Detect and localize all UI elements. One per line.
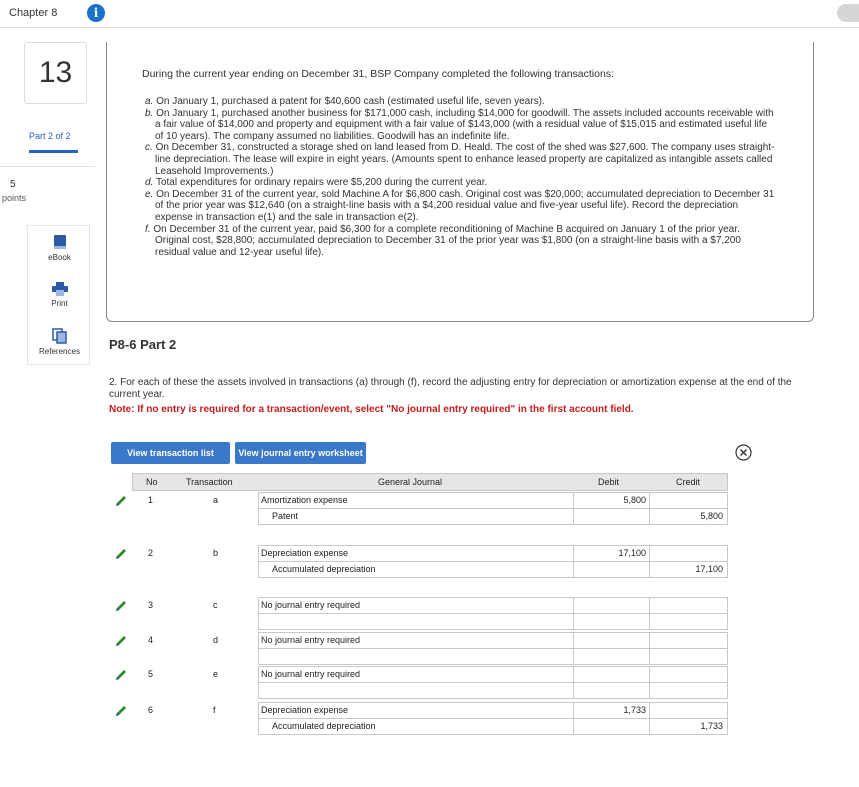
- debit-amount-field[interactable]: [573, 682, 651, 699]
- part-progress-bar: [29, 150, 78, 153]
- header-transaction: Transaction: [186, 477, 233, 487]
- divider: [0, 166, 95, 167]
- edit-icon[interactable]: [114, 599, 128, 613]
- entry-no: 5: [148, 669, 154, 679]
- book-icon: [53, 234, 67, 250]
- edit-icon[interactable]: [114, 494, 128, 508]
- transaction-item: c. On December 31, constructed a storage shed on land leased from D. Heald. The cost of the shed was $27,600. The company uses straight-line depreciation. The lease will expire in eight years. (Amounts spent to enhance leased property are capitalized as intangible assets called Leasehold Improvements.): [145, 142, 775, 177]
- debit-account-field[interactable]: No journal entry required: [258, 632, 646, 649]
- transaction-item: e. On December 31 of the current year, sold Machine A for $6,800 cash. Original cost was $20,000; accumulated depreciation to December 31 of the prior year was $12,640 (on a straight-line basis with a $4,200 residual value and five-year useful life). Record the depreciation expense in transaction e(1) and the sale in transaction e(2).: [145, 188, 775, 223]
- edit-icon[interactable]: [114, 704, 128, 718]
- credit-amount-field[interactable]: [649, 492, 728, 509]
- credit-account-field[interactable]: Patent: [258, 508, 646, 525]
- debit-account-field[interactable]: No journal entry required: [258, 666, 646, 683]
- debit-account-field[interactable]: No journal entry required: [258, 597, 646, 614]
- debit-amount-field[interactable]: [573, 561, 651, 578]
- debit-amount-field[interactable]: [573, 718, 651, 735]
- header-general-journal: General Journal: [378, 477, 443, 487]
- entry-no: 4: [148, 635, 154, 645]
- points-label: points: [2, 193, 27, 203]
- credit-amount-field[interactable]: [649, 545, 728, 562]
- question-sidebar: [0, 28, 95, 787]
- debit-account-field[interactable]: Depreciation expense: [258, 545, 646, 562]
- note-text: Note: If no entry is required for a transaction/event, select "No journal entry required" in the first account field.: [109, 404, 634, 415]
- references-link[interactable]: References: [28, 328, 91, 356]
- edit-icon[interactable]: [114, 547, 128, 561]
- credit-amount-field[interactable]: [649, 666, 728, 683]
- entry-transaction: f: [213, 705, 216, 715]
- credit-amount-field[interactable]: [649, 648, 728, 665]
- menu-button[interactable]: [837, 4, 859, 22]
- credit-amount-field[interactable]: [649, 702, 728, 719]
- view-journal-worksheet-button[interactable]: View journal entry worksheet: [235, 442, 366, 464]
- credit-account-field[interactable]: Accumulated depreciation: [258, 718, 646, 735]
- debit-amount-field[interactable]: [573, 666, 651, 683]
- entry-no: 2: [148, 548, 154, 558]
- header-debit: Debit: [598, 477, 620, 487]
- debit-amount-field[interactable]: 1,733: [573, 702, 651, 719]
- header-no: No: [146, 477, 158, 487]
- resource-links: [27, 225, 90, 365]
- references-icon: [52, 328, 67, 344]
- transaction-item: a. On January 1, purchased a patent for $40,600 cash (estimated useful life, seven years).: [145, 96, 545, 107]
- part-title: P8-6 Part 2: [109, 337, 177, 352]
- debit-account-field[interactable]: Depreciation expense: [258, 702, 646, 719]
- credit-account-field[interactable]: Accumulated depreciation: [258, 561, 646, 578]
- entry-transaction: e: [213, 669, 219, 679]
- credit-amount-field[interactable]: [649, 632, 728, 649]
- debit-amount-field[interactable]: 17,100: [573, 545, 651, 562]
- top-bar: [0, 0, 859, 28]
- ebook-link[interactable]: eBook: [28, 234, 91, 262]
- debit-amount-field[interactable]: [573, 632, 651, 649]
- view-transaction-list-button[interactable]: View transaction list: [111, 442, 230, 464]
- problem-intro: During the current year ending on December 31, BSP Company completed the following transactions:: [142, 68, 614, 80]
- credit-amount-field[interactable]: 5,800: [649, 508, 728, 525]
- transaction-item: f. On December 31 of the current year, paid $6,300 for a complete reconditioning of Machine B acquired on January 1 of the prior year. Original cost, $28,800; accumulated depreciation to December 31 of the prior year was $1,800 (on a straight-line basis with a $7,200 residual value and 12-year useful life).: [145, 223, 741, 258]
- chapter-title: Chapter 8: [9, 7, 58, 19]
- debit-amount-field[interactable]: [573, 597, 651, 614]
- edit-icon[interactable]: [114, 634, 128, 648]
- entry-no: 1: [148, 495, 154, 505]
- credit-amount-field[interactable]: 17,100: [649, 561, 728, 578]
- points-value: 5: [10, 179, 16, 190]
- credit-amount-field[interactable]: [649, 597, 728, 614]
- info-icon[interactable]: i: [87, 4, 105, 22]
- instruction-text: 2. For each of these the assets involved in transactions (a) through (f), record the adjusting entry for depreciation or amortization expense at the end of the current year.: [109, 377, 792, 400]
- transaction-item: b. On January 1, purchased another business for $171,000 cash, including $14,000 for goodwill. The assets included accounts receivable with a fair value of $14,000 and property and equipment with a fair value of $143,000 (with a residual value of $15,015 and estimated useful life of 10 years). The company assumed no liabilities. Goodwill has an indefinite life.: [145, 107, 774, 142]
- transactions-list: [145, 96, 775, 258]
- debit-amount-field[interactable]: [573, 613, 651, 630]
- entry-transaction: c: [213, 600, 218, 610]
- question-number: 13: [24, 42, 87, 104]
- edit-icon[interactable]: [114, 668, 128, 682]
- transaction-item: d. Total expenditures for ordinary repairs were $5,200 during the current year.: [145, 177, 488, 189]
- entry-transaction: b: [213, 548, 219, 558]
- print-link[interactable]: Print: [28, 282, 91, 308]
- printer-icon: [52, 282, 68, 296]
- part-indicator: Part 2 of 2: [29, 131, 71, 141]
- journal-header-row: [132, 473, 728, 491]
- header-credit: Credit: [676, 477, 701, 487]
- debit-account-field[interactable]: Amortization expense: [258, 492, 646, 509]
- entry-transaction: d: [213, 635, 219, 645]
- credit-amount-field[interactable]: 1,733: [649, 718, 728, 735]
- close-icon[interactable]: [735, 444, 752, 461]
- debit-amount-field[interactable]: [573, 508, 651, 525]
- entry-no: 3: [148, 600, 154, 610]
- debit-amount-field[interactable]: 5,800: [573, 492, 651, 509]
- entry-no: 6: [148, 705, 154, 715]
- debit-amount-field[interactable]: [573, 648, 651, 665]
- credit-amount-field[interactable]: [649, 682, 728, 699]
- credit-amount-field[interactable]: [649, 613, 728, 630]
- entry-transaction: a: [213, 495, 219, 505]
